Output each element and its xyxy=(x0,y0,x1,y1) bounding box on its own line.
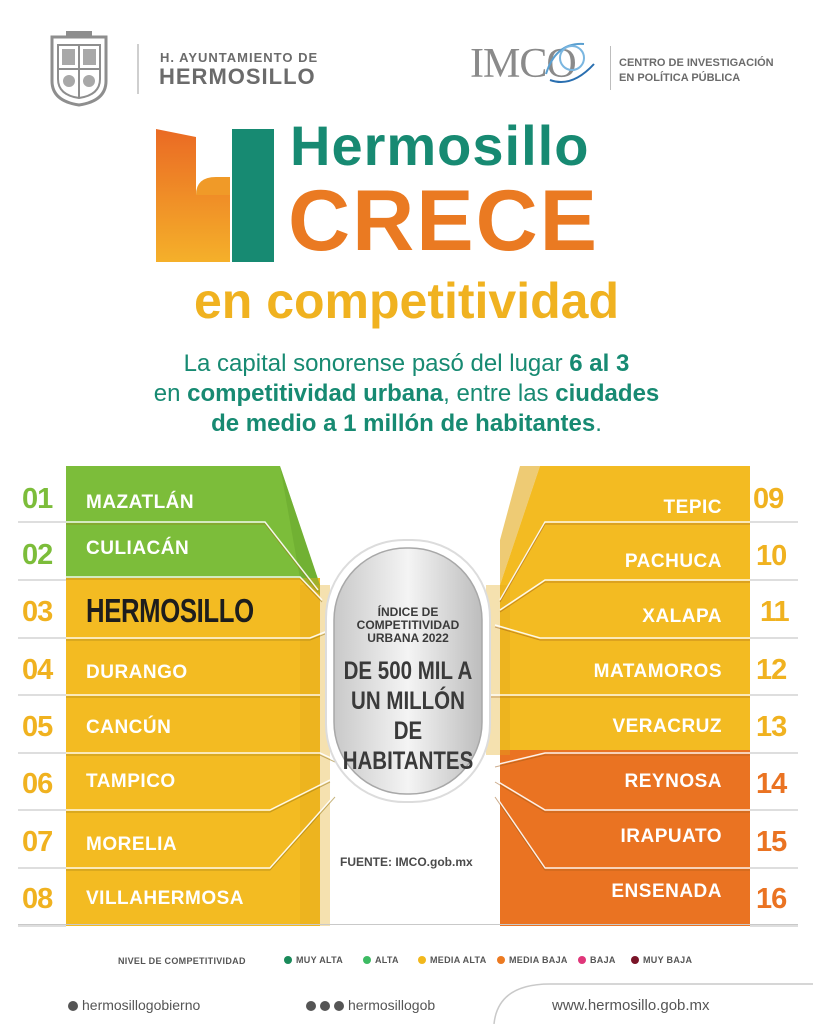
rank-number: 01 xyxy=(22,483,53,515)
rank-number: 08 xyxy=(22,883,53,915)
rank-city: XALAPA xyxy=(642,606,722,627)
legend-item: MEDIA BAJA xyxy=(497,955,568,965)
h-logo-icon xyxy=(150,125,278,262)
legend-item: BAJA xyxy=(578,955,616,965)
title-crece: CRECE xyxy=(288,173,600,269)
rank-number: 15 xyxy=(756,826,787,858)
legend-item: MEDIA ALTA xyxy=(418,955,487,965)
imco-logo: IMCO xyxy=(470,41,576,87)
rank-city: VILLAHERMOSA xyxy=(86,888,244,909)
population-range: DE 500 MIL A UN MILLÓN DE HABITANTES xyxy=(342,657,474,775)
ayuntamiento-line2: HERMOSILLO xyxy=(159,64,316,89)
rank-number: 13 xyxy=(756,711,787,743)
rank-number: 16 xyxy=(756,883,787,915)
imco-line2: EN POLÍTICA PÚBLICA xyxy=(619,72,741,84)
rank-city: MATAMOROS xyxy=(593,661,722,682)
tiktok-icon xyxy=(306,1001,316,1011)
rank-city: ENSENADA xyxy=(611,881,722,902)
subtitle-line2: en competitividad urbana, entre las ciudades xyxy=(153,380,660,407)
coat-of-arms-icon xyxy=(46,29,112,107)
rank-city: CULIACÁN xyxy=(86,538,190,559)
facebook-icon xyxy=(68,1001,78,1011)
ayuntamiento-line1: H. AYUNTAMIENTO DE xyxy=(160,50,319,65)
rank-city: PACHUCA xyxy=(624,551,722,572)
imco-swirl-icon xyxy=(536,34,606,92)
instagram-icon xyxy=(334,1001,344,1011)
rank-city: MORELIA xyxy=(86,834,178,855)
rank-city: REYNOSA xyxy=(624,771,722,792)
rank-number: 11 xyxy=(760,596,789,628)
title-competitividad: en competitividad xyxy=(193,273,620,329)
rank-number: 09 xyxy=(753,483,784,515)
dot-icon xyxy=(631,956,639,964)
rank-number: 06 xyxy=(22,768,53,800)
twitter-icon xyxy=(320,1001,330,1011)
dot-icon xyxy=(418,956,426,964)
dot-icon xyxy=(284,956,292,964)
legend-item: MUY ALTA xyxy=(284,955,343,965)
rank-city: TEPIC xyxy=(663,497,722,518)
rank-city: CANCÚN xyxy=(86,717,172,738)
imco-line1: CENTRO DE INVESTIGACIÓN xyxy=(619,57,774,69)
source-label: FUENTE: IMCO.gob.mx xyxy=(340,855,473,869)
facebook-link[interactable]: hermosillogobierno xyxy=(68,997,200,1013)
rank-city-highlight: HERMOSILLO xyxy=(86,592,254,629)
legend-title: NIVEL DE COMPETITIVIDAD xyxy=(118,956,246,966)
title-hermosillo: Hermosillo xyxy=(290,114,590,177)
legend-item: ALTA xyxy=(363,955,399,965)
rank-city: IRAPUATO xyxy=(620,826,722,847)
dot-icon xyxy=(363,956,371,964)
dot-icon xyxy=(578,956,586,964)
subtitle-line3: de medio a 1 millón de habitantes. xyxy=(211,410,602,437)
rank-city: MAZATLÁN xyxy=(86,492,195,513)
rank-number: 10 xyxy=(756,540,787,572)
rank-number: 05 xyxy=(22,711,53,743)
rank-city: TAMPICO xyxy=(86,771,176,792)
rank-city: VERACRUZ xyxy=(612,716,722,737)
social-link[interactable]: hermosillogob xyxy=(306,997,435,1013)
dot-icon xyxy=(497,956,505,964)
legend-divider xyxy=(18,924,798,925)
rank-city: DURANGO xyxy=(86,662,188,683)
rank-number: 04 xyxy=(22,654,53,686)
imco-divider xyxy=(610,46,611,90)
header-divider xyxy=(137,44,139,94)
index-label: ÍNDICE DE COMPETITIVIDAD URBANA 2022 xyxy=(356,605,460,645)
subtitle-line1: La capital sonorense pasó del lugar 6 al 3 xyxy=(183,350,630,377)
rank-number: 12 xyxy=(756,654,787,686)
rank-number: 07 xyxy=(22,826,53,858)
legend-item: MUY BAJA xyxy=(631,955,692,965)
website-link[interactable]: www.hermosillo.gob.mx xyxy=(552,997,710,1014)
rank-number: 03 xyxy=(22,596,53,628)
rank-number: 02 xyxy=(22,539,53,571)
rank-number: 14 xyxy=(756,768,787,800)
